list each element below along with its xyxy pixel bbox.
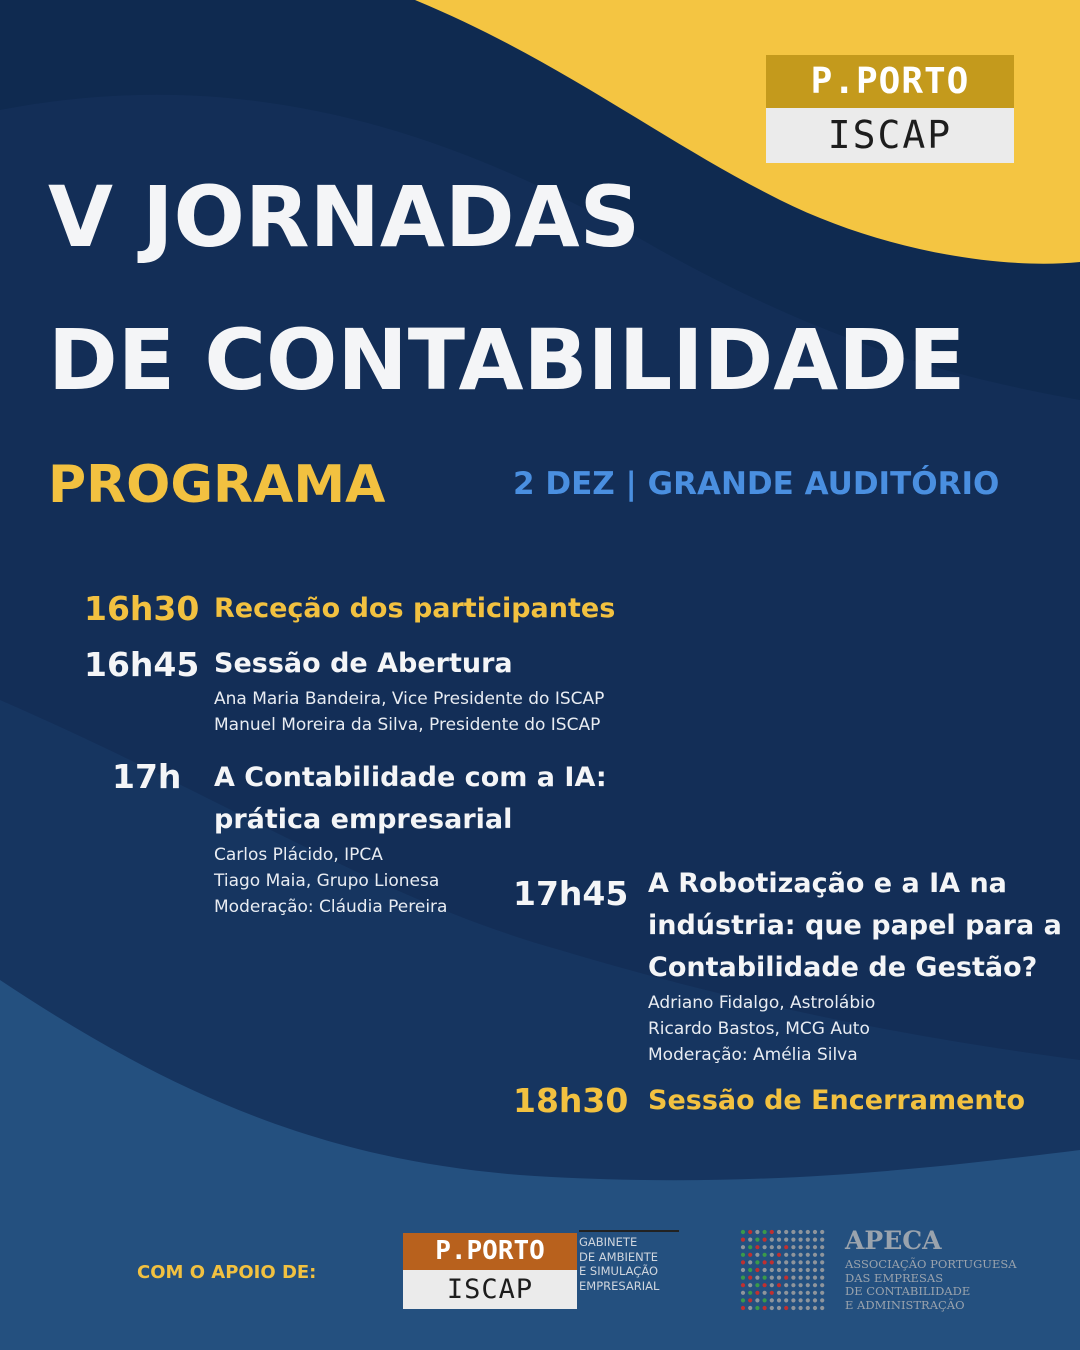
apeca-dot — [820, 1306, 824, 1310]
apeca-dot — [820, 1283, 824, 1287]
schedule-title-3-line1: A Contabilidade com a IA: — [214, 762, 607, 793]
schedule-title-2: Sessão de Abertura — [214, 648, 513, 679]
apeca-dot — [806, 1298, 810, 1302]
apeca-dot — [799, 1291, 803, 1295]
apeca-dot — [755, 1230, 759, 1234]
apeca-dot — [806, 1253, 810, 1257]
schedule-4-speaker-1: Adriano Fidalgo, Astrolábio — [648, 993, 876, 1013]
apeca-dot — [770, 1291, 774, 1295]
apeca-dot — [820, 1268, 824, 1272]
partner-iscap-logo — [403, 1233, 577, 1309]
apeca-dot — [813, 1268, 817, 1272]
apeca-dot — [763, 1260, 767, 1264]
schedule-time-4: 17h45 — [513, 874, 629, 913]
partner-logo-line1: P.PORTO — [403, 1233, 577, 1270]
apeca-sub-line2: DAS EMPRESAS — [845, 1270, 944, 1285]
apeca-dot — [784, 1253, 788, 1257]
apeca-dot — [755, 1283, 759, 1287]
apeca-dot — [748, 1230, 752, 1234]
apeca-dot — [799, 1268, 803, 1272]
apeca-dot — [777, 1306, 781, 1310]
apeca-dot — [813, 1283, 817, 1287]
apeca-dot — [791, 1230, 795, 1234]
apeca-dot — [748, 1306, 752, 1310]
apeca-dot — [763, 1253, 767, 1257]
apeca-dot — [813, 1298, 817, 1302]
apeca-dot — [763, 1276, 767, 1280]
schedule-time-1: 16h30 — [84, 589, 200, 628]
apeca-dot — [791, 1306, 795, 1310]
apeca-sub-line1: ASSOCIAÇÃO PORTUGUESA — [845, 1257, 1017, 1271]
apeca-dot — [755, 1298, 759, 1302]
schedule-2-speaker-2: Manuel Moreira da Silva, Presidente do ISCAP — [214, 715, 601, 735]
apeca-dot — [748, 1298, 752, 1302]
apeca-dot — [791, 1253, 795, 1257]
apeca-dot — [770, 1253, 774, 1257]
apeca-dot — [763, 1283, 767, 1287]
apeca-subtitle — [845, 1258, 1017, 1312]
apeca-sub-line3: DE CONTABILIDADE — [845, 1284, 971, 1298]
schedule-title-4-line1: A Robotização e a IA na — [648, 868, 1007, 899]
apeca-dot — [784, 1260, 788, 1264]
apeca-sub-line4: E ADMINISTRAÇÃO — [845, 1297, 965, 1312]
apeca-dot — [777, 1253, 781, 1257]
apeca-dot — [770, 1245, 774, 1249]
apeca-dot — [813, 1230, 817, 1234]
apeca-dot — [813, 1260, 817, 1264]
apeca-dot — [791, 1268, 795, 1272]
apeca-dot — [770, 1276, 774, 1280]
event-title-line2: DE CONTABILIDADE — [48, 311, 966, 409]
apeca-dot — [799, 1276, 803, 1280]
apeca-dot — [799, 1253, 803, 1257]
apeca-dot — [820, 1291, 824, 1295]
apeca-dot — [799, 1306, 803, 1310]
apeca-dot — [741, 1298, 745, 1302]
apeca-dot — [748, 1260, 752, 1264]
apeca-dot — [755, 1253, 759, 1257]
partner-unit-line4: EMPRESARIAL — [579, 1278, 660, 1293]
apeca-dot — [741, 1276, 745, 1280]
apeca-dot — [748, 1253, 752, 1257]
apeca-name: APECA — [845, 1226, 942, 1255]
apeca-dot — [813, 1253, 817, 1257]
schedule-time-5: 18h30 — [513, 1081, 629, 1120]
apeca-dot — [748, 1268, 752, 1272]
schedule-2-speaker-1: Ana Maria Bandeira, Vice Presidente do ISCAP — [214, 689, 605, 709]
schedule-title-4-line3: Contabilidade de Gestão? — [648, 952, 1038, 983]
apeca-dot — [813, 1276, 817, 1280]
apeca-dot — [799, 1230, 803, 1234]
apeca-dot — [784, 1245, 788, 1249]
apeca-dot — [806, 1268, 810, 1272]
apeca-dots-icon — [740, 1229, 826, 1313]
apeca-dot — [799, 1260, 803, 1264]
apeca-dot — [763, 1238, 767, 1242]
apeca-dot — [820, 1253, 824, 1257]
apeca-dot — [791, 1291, 795, 1295]
apeca-dot — [806, 1291, 810, 1295]
apeca-dot — [741, 1230, 745, 1234]
apeca-dot — [777, 1276, 781, 1280]
schedule-3-moderator: Moderação: Cláudia Pereira — [214, 897, 448, 917]
apeca-dot — [784, 1283, 788, 1287]
apeca-dot — [777, 1291, 781, 1295]
apeca-dot — [748, 1245, 752, 1249]
logo-top-line2: ISCAP — [766, 108, 1014, 163]
apeca-dot — [748, 1291, 752, 1295]
apeca-dot — [813, 1291, 817, 1295]
apeca-dot — [755, 1291, 759, 1295]
apeca-dot — [741, 1283, 745, 1287]
schedule-title-5: Sessão de Encerramento — [648, 1085, 1026, 1116]
schedule-time-3: 17h — [112, 757, 182, 796]
apeca-dot — [748, 1238, 752, 1242]
apeca-dot — [784, 1238, 788, 1242]
apeca-dot — [748, 1283, 752, 1287]
apeca-dot — [784, 1306, 788, 1310]
apeca-dot — [791, 1260, 795, 1264]
apeca-dot — [755, 1276, 759, 1280]
schedule-4-moderator: Moderação: Amélia Silva — [648, 1045, 858, 1065]
apeca-dot — [770, 1260, 774, 1264]
apeca-dot — [806, 1306, 810, 1310]
apeca-dot — [806, 1283, 810, 1287]
schedule-title-1: Receção dos participantes — [214, 593, 616, 624]
apeca-dot — [741, 1268, 745, 1272]
pporto-iscap-logo — [766, 55, 1014, 163]
apeca-dot — [806, 1238, 810, 1242]
apeca-dot — [791, 1245, 795, 1249]
partner-unit-line1: GABINETE — [579, 1235, 638, 1249]
schedule-time-2: 16h45 — [84, 645, 200, 684]
apeca-dot — [791, 1238, 795, 1242]
apeca-dot — [820, 1238, 824, 1242]
apeca-dot — [741, 1253, 745, 1257]
apeca-dot — [799, 1245, 803, 1249]
apeca-dot — [741, 1306, 745, 1310]
date-location: 2 DEZ | GRANDE AUDITÓRIO — [513, 466, 1000, 502]
apeca-dot — [820, 1260, 824, 1264]
apeca-dot — [820, 1230, 824, 1234]
apeca-dot — [741, 1260, 745, 1264]
apeca-dot — [820, 1245, 824, 1249]
apeca-dot — [777, 1298, 781, 1302]
apeca-dot — [777, 1260, 781, 1264]
partner-unit-line2: DE AMBIENTE — [579, 1249, 659, 1264]
partner-unit-line3: E SIMULAÇÃO — [579, 1264, 659, 1278]
apeca-dot — [820, 1276, 824, 1280]
apeca-dot — [806, 1245, 810, 1249]
apeca-dot — [763, 1245, 767, 1249]
apeca-dot — [741, 1238, 745, 1242]
apeca-dot — [763, 1298, 767, 1302]
apeca-dot — [755, 1238, 759, 1242]
apeca-dot — [799, 1283, 803, 1287]
apeca-dot — [755, 1260, 759, 1264]
apeca-dot — [755, 1268, 759, 1272]
logo-top-line1: P.PORTO — [766, 55, 1014, 108]
schedule-4-speaker-2: Ricardo Bastos, MCG Auto — [648, 1019, 870, 1039]
support-label: COM O APOIO DE: — [137, 1262, 317, 1283]
apeca-dot — [770, 1238, 774, 1242]
partner-logo-line2: ISCAP — [403, 1270, 577, 1309]
apeca-dot — [777, 1230, 781, 1234]
apeca-dot — [813, 1306, 817, 1310]
apeca-dot — [806, 1276, 810, 1280]
apeca-dot — [813, 1245, 817, 1249]
apeca-dot — [741, 1245, 745, 1249]
apeca-dot — [777, 1283, 781, 1287]
apeca-dot — [784, 1268, 788, 1272]
apeca-dot — [763, 1268, 767, 1272]
apeca-dot — [784, 1276, 788, 1280]
apeca-dot — [806, 1260, 810, 1264]
apeca-dot — [791, 1298, 795, 1302]
apeca-dot — [748, 1276, 752, 1280]
apeca-dot — [799, 1298, 803, 1302]
apeca-dot — [763, 1306, 767, 1310]
apeca-dot — [763, 1291, 767, 1295]
apeca-dot — [784, 1298, 788, 1302]
schedule-title-4-line2: indústria: que papel para a — [648, 910, 1062, 941]
apeca-dot — [777, 1245, 781, 1249]
apeca-dot — [813, 1238, 817, 1242]
apeca-dot — [777, 1268, 781, 1272]
schedule-title-3-line2: prática empresarial — [214, 804, 513, 835]
apeca-dot — [799, 1238, 803, 1242]
apeca-dot — [791, 1283, 795, 1287]
apeca-dot — [806, 1230, 810, 1234]
apeca-dot — [791, 1276, 795, 1280]
partner-unit-name — [579, 1230, 679, 1293]
schedule-3-speaker-2: Tiago Maia, Grupo Lionesa — [214, 871, 440, 891]
apeca-dot — [784, 1291, 788, 1295]
apeca-dot — [820, 1298, 824, 1302]
apeca-dot — [770, 1230, 774, 1234]
apeca-dot — [763, 1230, 767, 1234]
apeca-dot — [770, 1298, 774, 1302]
apeca-dot — [755, 1245, 759, 1249]
apeca-dot — [784, 1230, 788, 1234]
apeca-dot — [770, 1283, 774, 1287]
apeca-dot — [770, 1306, 774, 1310]
apeca-dot — [755, 1306, 759, 1310]
apeca-dot — [741, 1291, 745, 1295]
apeca-dot — [770, 1268, 774, 1272]
schedule-3-speaker-1: Carlos Plácido, IPCA — [214, 845, 383, 865]
programa-heading: PROGRAMA — [48, 455, 386, 515]
apeca-dot — [777, 1238, 781, 1242]
event-title-line1: V JORNADAS — [48, 168, 641, 266]
